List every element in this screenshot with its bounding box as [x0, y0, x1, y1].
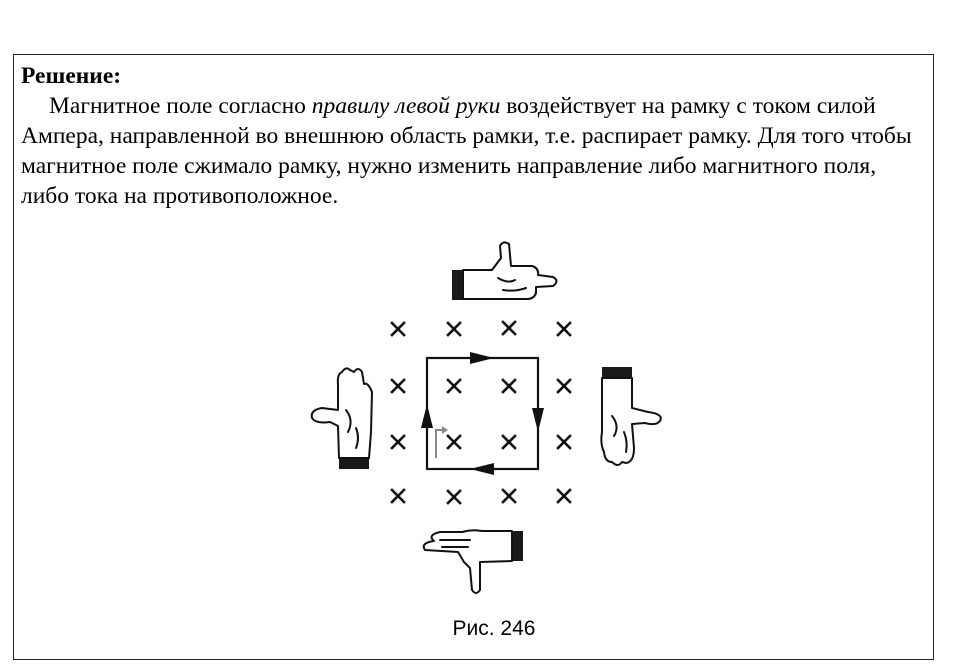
hint-arrow-icon	[436, 426, 448, 458]
field-cross	[392, 436, 404, 448]
field-cross	[392, 490, 404, 502]
magnetic-field-crosses	[392, 322, 570, 503]
field-cross	[448, 380, 460, 392]
paragraph-text-end: воздействует на рамку с током силой Ампера, направленной во внешнюю область рамки, т.е. распирает рамку. Для того чтобы магнитное поле сжимало рамку, нужно изменить направление либо магнитного поля, либо тока на противоположное.	[21, 93, 912, 209]
field-cross	[392, 380, 404, 392]
left-hand-icon-bottom	[424, 530, 523, 593]
field-cross	[558, 436, 570, 448]
current-arrow-top	[470, 352, 494, 364]
field-cross	[558, 490, 570, 502]
current-arrow-bottom	[470, 463, 494, 475]
current-loop	[427, 358, 538, 469]
left-hand-icon-left	[312, 368, 372, 469]
current-arrow-right	[532, 408, 544, 432]
field-cross	[392, 323, 404, 335]
field-cross	[503, 322, 515, 334]
field-cross	[448, 436, 460, 448]
solution-heading: Решение:	[21, 63, 122, 89]
left-hand-icon-top	[452, 242, 557, 300]
paragraph-text-start: Магнитное поле согласно	[49, 93, 312, 119]
figure-caption: Рис. 246	[452, 617, 536, 640]
field-cross	[503, 490, 515, 502]
field-cross	[448, 323, 460, 335]
field-cross	[503, 436, 515, 448]
current-arrow-left	[421, 404, 433, 428]
field-cross	[558, 323, 570, 335]
field-cross	[558, 380, 570, 392]
left-hand-rule-term: правилу левой руки	[311, 93, 501, 119]
field-cross	[503, 380, 515, 392]
field-cross	[448, 491, 460, 503]
left-hand-icon-right	[601, 367, 660, 465]
